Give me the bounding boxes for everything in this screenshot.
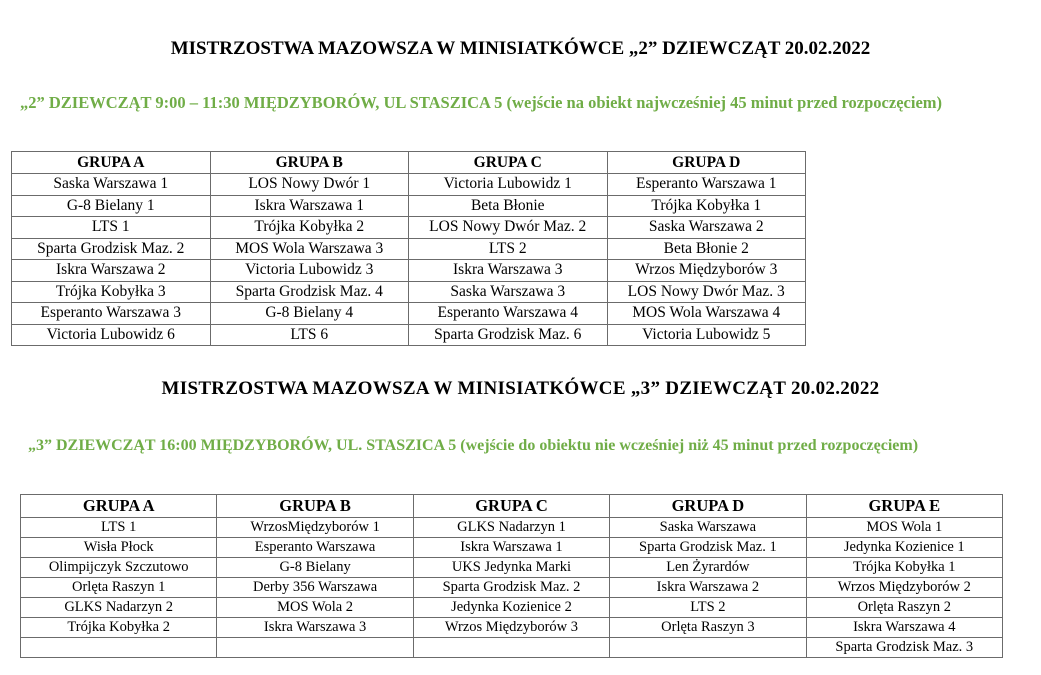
- table-row: [21, 638, 1003, 658]
- header-group-c: GRUPA C: [409, 152, 608, 174]
- team-cell: GLKS Nadarzyn 1: [413, 518, 609, 538]
- team-cell: G-8 Bielany: [217, 558, 413, 578]
- header-group-a: GRUPA A: [12, 152, 211, 174]
- team-cell: Saska Warszawa: [610, 518, 806, 538]
- team-cell: LTS 6: [210, 324, 409, 346]
- team-cell: Beta Błonie: [409, 195, 608, 217]
- table-body: [21, 518, 1003, 658]
- team-cell: Wisła Płock: [21, 538, 217, 558]
- table-row: [12, 260, 806, 282]
- team-cell: Esperanto Warszawa 1: [607, 174, 806, 196]
- section2-title: MISTRZOSTWA MAZOWSZA W MINISIATKÓWCE „3” DZIEWCZĄT 20.02.2022: [161, 378, 880, 399]
- team-cell: GLKS Nadarzyn 2: [21, 598, 217, 618]
- team-cell: Esperanto Warszawa 4: [409, 303, 608, 325]
- team-cell: Saska Warszawa 1: [12, 174, 211, 196]
- table-row: [21, 578, 1003, 598]
- team-cell: Trójka Kobyłka 1: [806, 558, 1002, 578]
- team-cell: Iskra Warszawa 1: [413, 538, 609, 558]
- team-cell: Orlęta Raszyn 1: [21, 578, 217, 598]
- team-cell: Trójka Kobyłka 1: [607, 195, 806, 217]
- team-cell: Iskra Warszawa 2: [610, 578, 806, 598]
- section2-subtitle: „3” DZIEWCZĄT 16:00 MIĘDZYBORÓW, UL. STASZICA 5 (wejście do obiektu nie wcześniej niż 45 minut przed rozpoczęciem): [28, 437, 919, 454]
- table-header-row: [21, 495, 1003, 518]
- team-cell: [21, 638, 217, 658]
- team-cell: Jedynka Kozienice 2: [413, 598, 609, 618]
- team-cell: Orlęta Raszyn 2: [806, 598, 1002, 618]
- team-cell: MOS Wola 2: [217, 598, 413, 618]
- team-cell: Wrzos Międzyborów 3: [607, 260, 806, 282]
- section1-subtitle: „2” DZIEWCZĄT 9:00 – 11:30 MIĘDZYBORÓW, UL STASZICA 5 (wejście na obiekt najwcześniej 45 minut przed rozpoczęciem): [20, 93, 943, 112]
- table-row: [12, 195, 806, 217]
- team-cell: Len Żyrardów: [610, 558, 806, 578]
- team-cell: Iskra Warszawa 1: [210, 195, 409, 217]
- table-row: [12, 217, 806, 239]
- team-cell: LOS Nowy Dwór 1: [210, 174, 409, 196]
- team-cell: Trójka Kobyłka 2: [21, 618, 217, 638]
- team-cell: Sparta Grodzisk Maz. 6: [409, 324, 608, 346]
- table-row: [12, 174, 806, 196]
- team-cell: Sparta Grodzisk Maz. 3: [806, 638, 1002, 658]
- team-cell: Orlęta Raszyn 3: [610, 618, 806, 638]
- team-cell: Iskra Warszawa 4: [806, 618, 1002, 638]
- header-group-b: GRUPA B: [210, 152, 409, 174]
- table-row: [21, 538, 1003, 558]
- team-cell: Victoria Lubowidz 1: [409, 174, 608, 196]
- team-cell: Trójka Kobyłka 2: [210, 217, 409, 239]
- groups-table-2: [11, 151, 806, 346]
- team-cell: [610, 638, 806, 658]
- header-group-e: GRUPA E: [806, 495, 1002, 518]
- team-cell: LOS Nowy Dwór Maz. 3: [607, 281, 806, 303]
- team-cell: Derby 356 Warszawa: [217, 578, 413, 598]
- team-cell: LTS 1: [21, 518, 217, 538]
- table-row: [21, 598, 1003, 618]
- team-cell: [217, 638, 413, 658]
- groups-table-3: [20, 494, 1003, 658]
- team-cell: Olimpijczyk Szczutowo: [21, 558, 217, 578]
- team-cell: Wrzos Międzyborów 2: [806, 578, 1002, 598]
- team-cell: G-8 Bielany 4: [210, 303, 409, 325]
- table-row: [21, 618, 1003, 638]
- team-cell: LOS Nowy Dwór Maz. 2: [409, 217, 608, 239]
- team-cell: Sparta Grodzisk Maz. 2: [12, 238, 211, 260]
- team-cell: Sparta Grodzisk Maz. 2: [413, 578, 609, 598]
- team-cell: MOS Wola Warszawa 4: [607, 303, 806, 325]
- team-cell: Esperanto Warszawa 3: [12, 303, 211, 325]
- team-cell: Sparta Grodzisk Maz. 4: [210, 281, 409, 303]
- team-cell: Trójka Kobyłka 3: [12, 281, 211, 303]
- team-cell: Jedynka Kozienice 1: [806, 538, 1002, 558]
- team-cell: MOS Wola 1: [806, 518, 1002, 538]
- table-row: [12, 303, 806, 325]
- team-cell: LTS 1: [12, 217, 211, 239]
- header-group-d: GRUPA D: [607, 152, 806, 174]
- team-cell: Iskra Warszawa 3: [409, 260, 608, 282]
- header-group-d: GRUPA D: [610, 495, 806, 518]
- team-cell: LTS 2: [610, 598, 806, 618]
- team-cell: Saska Warszawa 2: [607, 217, 806, 239]
- team-cell: Victoria Lubowidz 5: [607, 324, 806, 346]
- team-cell: Wrzos Międzyborów 3: [413, 618, 609, 638]
- team-cell: G-8 Bielany 1: [12, 195, 211, 217]
- header-group-b: GRUPA B: [217, 495, 413, 518]
- team-cell: [413, 638, 609, 658]
- table-row: [21, 518, 1003, 538]
- section1-title: MISTRZOSTWA MAZOWSZA W MINISIATKÓWCE „2” DZIEWCZĄT 20.02.2022: [170, 38, 871, 59]
- team-cell: Beta Błonie 2: [607, 238, 806, 260]
- team-cell: LTS 2: [409, 238, 608, 260]
- team-cell: Saska Warszawa 3: [409, 281, 608, 303]
- team-cell: Esperanto Warszawa: [217, 538, 413, 558]
- table-row: [21, 558, 1003, 578]
- table-header-row: [12, 152, 806, 174]
- team-cell: UKS Jedynka Marki: [413, 558, 609, 578]
- team-cell: Sparta Grodzisk Maz. 1: [610, 538, 806, 558]
- team-cell: Victoria Lubowidz 6: [12, 324, 211, 346]
- table-row: [12, 238, 806, 260]
- team-cell: Iskra Warszawa 2: [12, 260, 211, 282]
- table-body: [12, 174, 806, 346]
- team-cell: Victoria Lubowidz 3: [210, 260, 409, 282]
- team-cell: WrzosMiędzyborów 1: [217, 518, 413, 538]
- table-row: [12, 324, 806, 346]
- header-group-a: GRUPA A: [21, 495, 217, 518]
- header-group-c: GRUPA C: [413, 495, 609, 518]
- table-row: [12, 281, 806, 303]
- team-cell: MOS Wola Warszawa 3: [210, 238, 409, 260]
- team-cell: Iskra Warszawa 3: [217, 618, 413, 638]
